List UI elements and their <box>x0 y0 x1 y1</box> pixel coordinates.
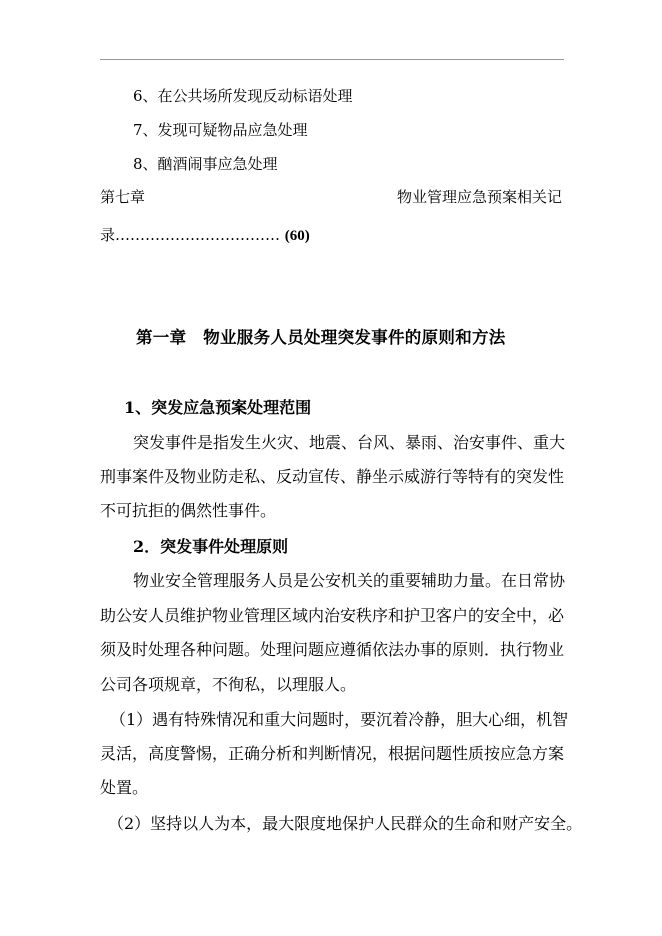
section-2-item: 处置。 <box>100 778 149 797</box>
section-1-line: 刑事案件及物业防走私、反动宣传、静坐示威游行等特有的突发性 <box>100 467 565 486</box>
toc-chapter-7-leader: 录…………………………… <box>100 226 281 244</box>
toc-chapter-7-title: 物业管理应急预案相关记 <box>396 188 562 206</box>
section-1-heading: 1、突发应急预案处理范围 <box>124 398 312 417</box>
toc-chapter-7[interactable] <box>100 187 562 207</box>
section-2-line: 物业安全管理服务人员是公安机关的重要辅助力量。在日常协 <box>133 571 566 590</box>
section-1-line: 不可抗拒的偶然性事件。 <box>100 501 277 520</box>
section-2-line: 须及时处理各种问题。处理问题应遵循依法办事的原则．执行物业 <box>100 640 565 659</box>
section-2-line: 助公安人员维护物业管理区域内治安秩序和护卫客户的安全中，必 <box>100 606 565 625</box>
section-2-line: 公司各项规章，不徇私，以理服人。 <box>100 675 357 694</box>
section-2-heading: 2．突发事件处理原则 <box>133 537 289 556</box>
toc-item-7[interactable]: 7、发现可疑物品应急处理 <box>133 121 308 139</box>
section-2-item: （2）坚持以人为本，最大限度地保护人民群众的生命和财产安全。 <box>108 814 583 833</box>
section-2-item: （1）遇有特殊情况和重大问题时，要沉着冷静，胆大心细，机智 <box>110 710 569 729</box>
header-rule <box>100 59 564 60</box>
chapter-heading: 第一章 物业服务人员处理突发事件的原则和方法 <box>136 328 506 347</box>
toc-chapter-7-label: 第七章 <box>100 188 146 206</box>
toc-chapter-7-page: (60) <box>284 228 310 244</box>
section-2-item: 灵活，高度警惕，正确分析和判断情况，根据问题性质按应急方案 <box>100 744 565 763</box>
toc-item-8[interactable]: 8、酗酒闹事应急处理 <box>133 155 278 173</box>
toc-chapter-7-continuation[interactable] <box>100 225 310 246</box>
toc-item-6[interactable]: 6、在公共场所发现反动标语处理 <box>133 87 353 105</box>
section-1-line: 突发事件是指发生火灾、地震、台风、暴雨、治安事件、重大 <box>133 433 566 452</box>
